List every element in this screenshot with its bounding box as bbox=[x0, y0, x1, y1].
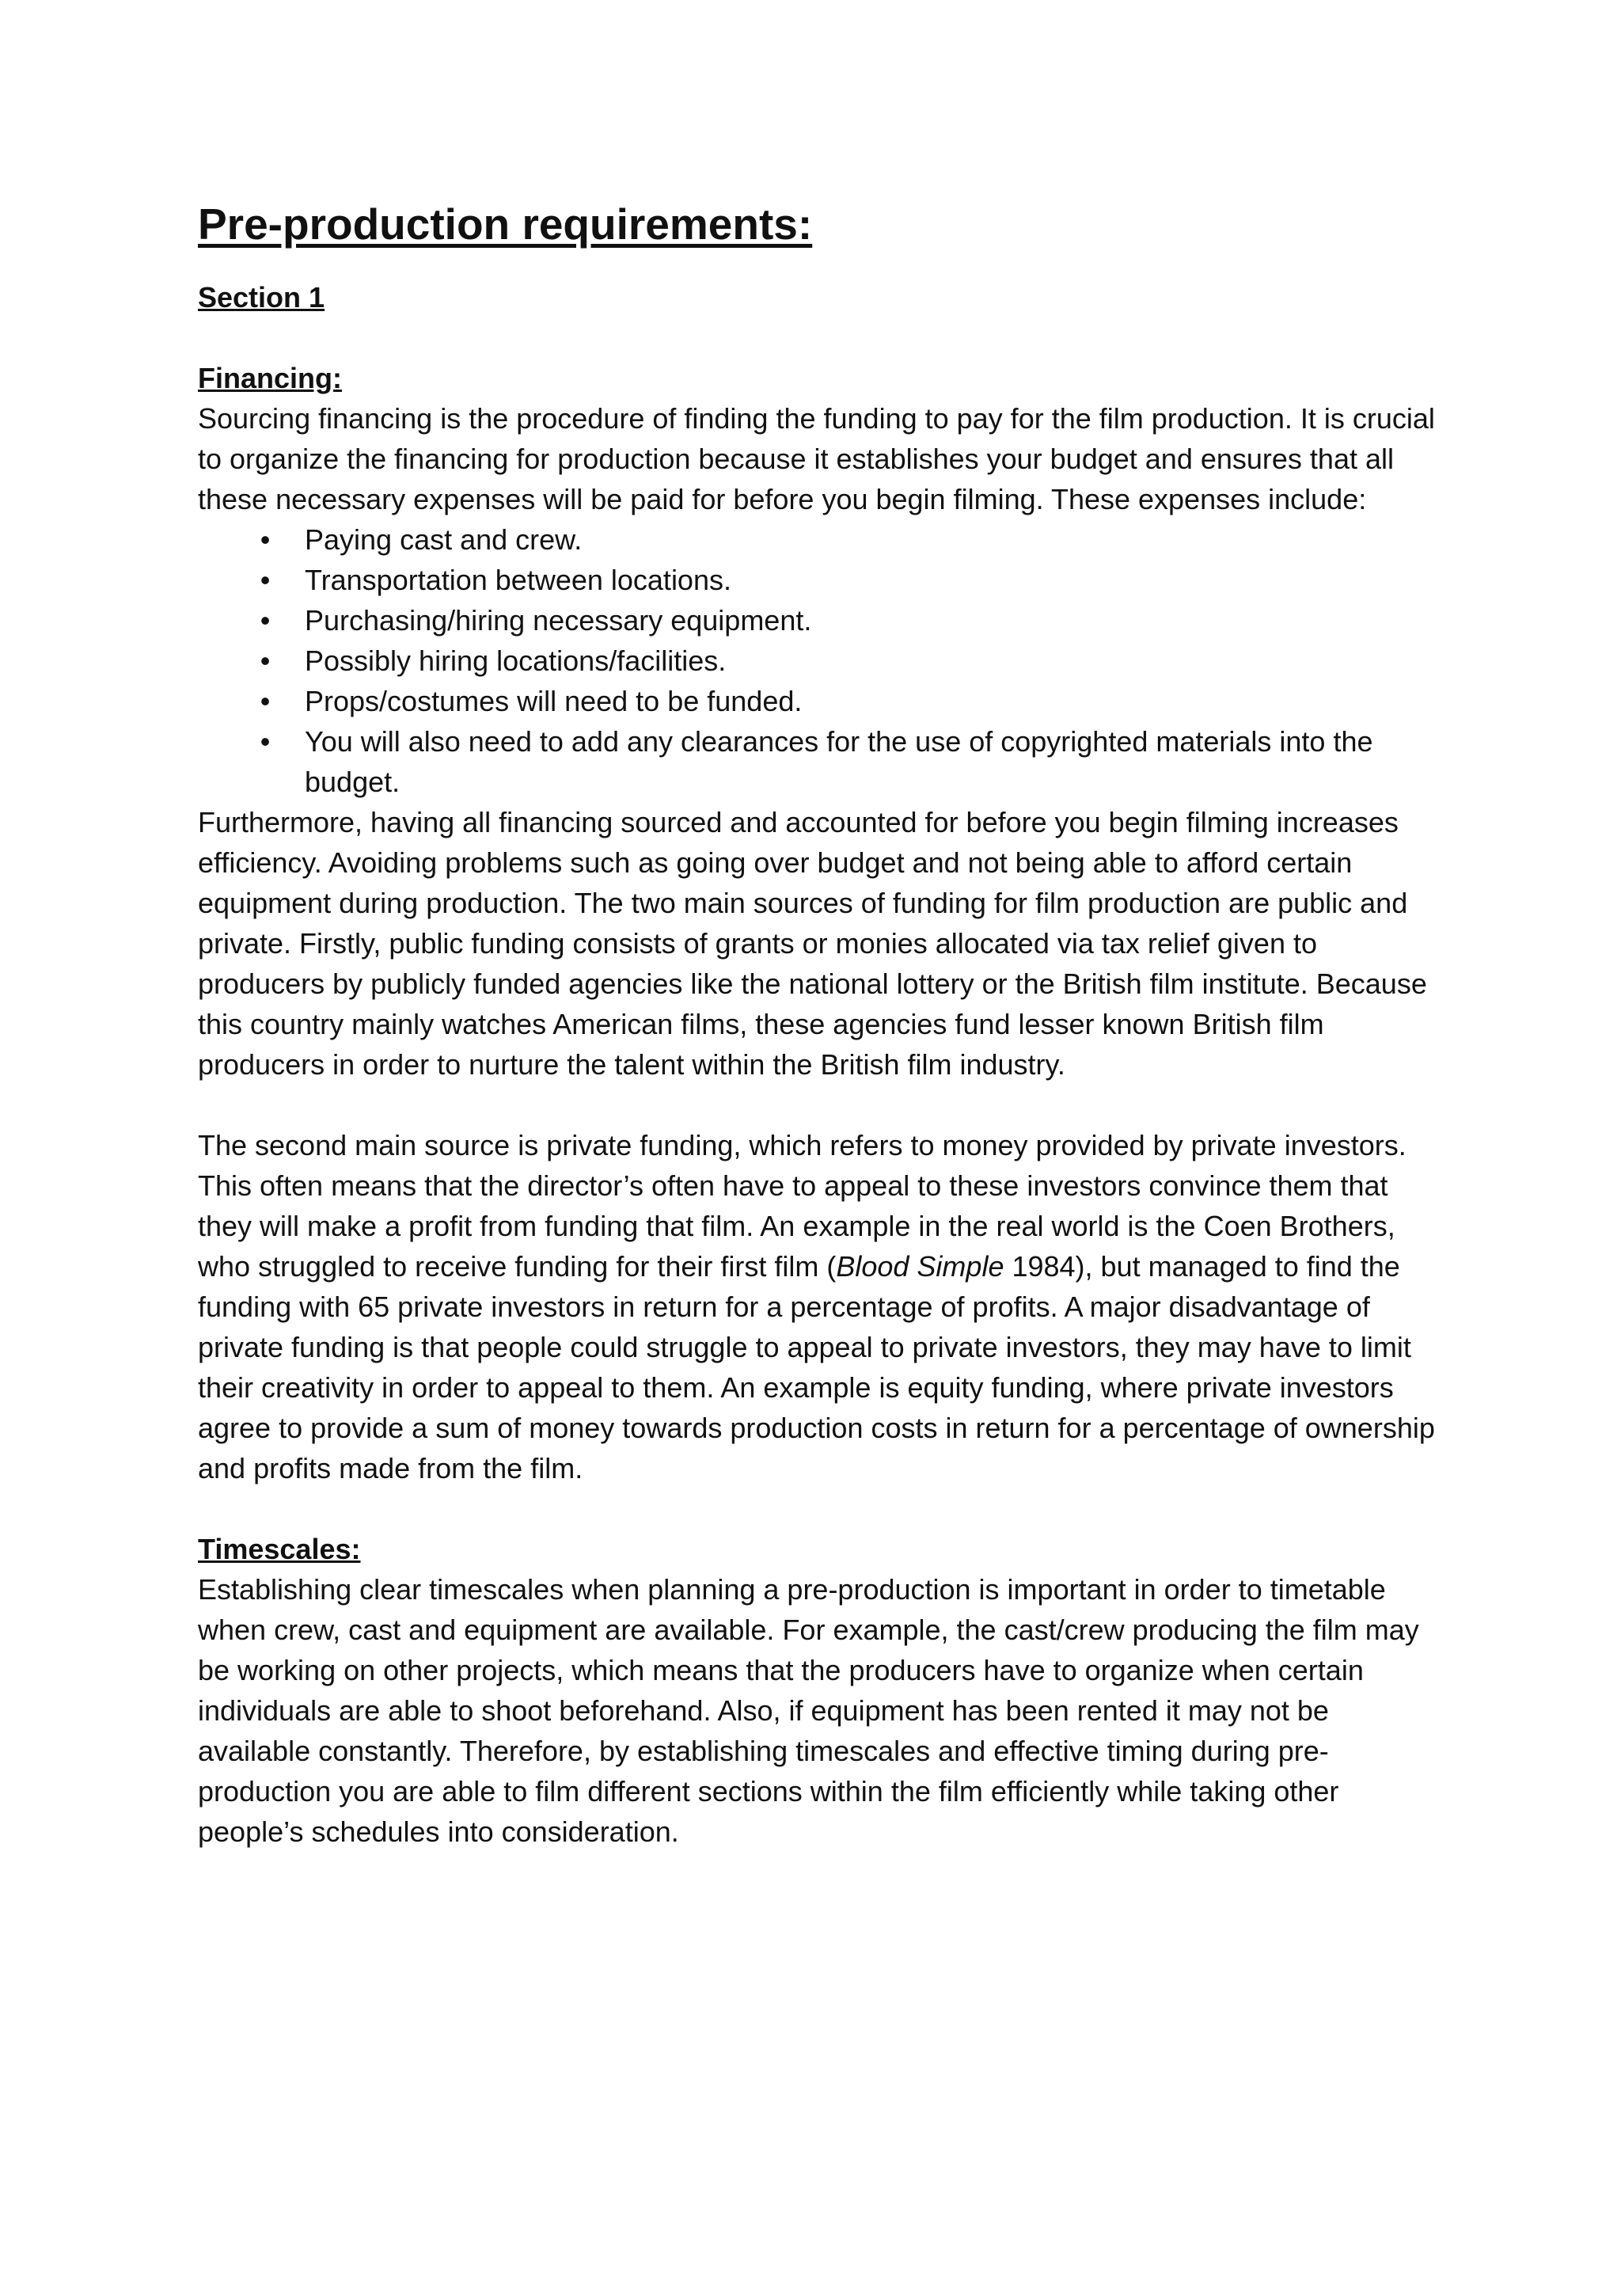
paragraph-spacer bbox=[198, 1085, 1448, 1125]
bullet-icon: • bbox=[260, 725, 271, 758]
bullet-icon: • bbox=[260, 604, 271, 637]
financing-heading: Financing: bbox=[198, 362, 342, 394]
section-label: Section 1 bbox=[198, 281, 325, 314]
timescales-paragraph: Establishing clear timescales when planning a pre-production is important in order to timetable when crew, cast and equipment are available. For example, the cast/crew producing the film may be working on other projects, which means that the producers have to organize when certain individuals are able to shoot beforehand. Also, if equipment has been rented it may not be available constantly. Therefore, by establishing timescales and effective timing during pre-production you are able to film different sections within the film efficiently while taking other people’s schedules into consideration. bbox=[198, 1573, 1419, 1848]
financing-paragraph-2: Furthermore, having all financing sourced and accounted for before you begin filming increases efficiency. Avoiding problems such as going over budget and not being able to afford certain equipment during production. The two main sources of funding for film production are public and private. Firstly, public funding consists of grants or monies allocated via tax relief given to producers by publicly funded agencies like the national lottery or the British film institute. Because this country mainly watches American films, these agencies fund lesser known British film producers in order to nurture the talent within the British film industry. bbox=[198, 806, 1427, 1081]
list-item: • Possibly hiring locations/facilities. bbox=[305, 641, 1448, 681]
bullet-icon: • bbox=[260, 685, 271, 717]
paragraph-spacer bbox=[198, 1488, 1448, 1529]
expenses-list bbox=[198, 519, 1448, 802]
document-page bbox=[198, 196, 1448, 1852]
list-item: • Paying cast and crew. bbox=[305, 519, 1448, 560]
list-item: • Props/costumes will need to be funded. bbox=[305, 681, 1448, 721]
list-item: • Purchasing/hiring necessary equipment. bbox=[305, 600, 1448, 641]
film-title-italic: Blood Simple bbox=[836, 1250, 1004, 1283]
bullet-icon: • bbox=[260, 523, 271, 556]
bullet-icon: • bbox=[260, 564, 271, 596]
bullet-icon: • bbox=[260, 644, 271, 677]
list-item: • Transportation between locations. bbox=[305, 560, 1448, 600]
page-title: Pre-production requirements: bbox=[198, 200, 813, 249]
list-item: • You will also need to add any clearances for the use of copyrighted materials into the budget. bbox=[305, 721, 1448, 802]
financing-paragraph-3: The second main source is private funding, which refers to money provided by private investors. This often means that the director’s often have to appeal to these investors convince them that they will make a profit from funding that film. An example in the real world is the Coen Brothers, who struggled to receive funding for their first film (Blood Simple 1984), but managed to find the funding with 65 private investors in return for a percentage of profits. A major disadvantage of private funding is that people could struggle to appeal to private investors, they may have to limit their creativity in order to appeal to them. An example is equity funding, where private investors agree to provide a sum of money towards production costs in return for a percentage of ownership and profits made from the film. bbox=[198, 1129, 1435, 1484]
financing-intro-paragraph: Sourcing financing is the procedure of finding the funding to pay for the film production. It is crucial to organize the financing for production because it establishes your budget and ensures that all these necessary expenses will be paid for before you begin filming. These expenses include: bbox=[198, 402, 1435, 515]
timescales-heading: Timescales: bbox=[198, 1533, 361, 1565]
